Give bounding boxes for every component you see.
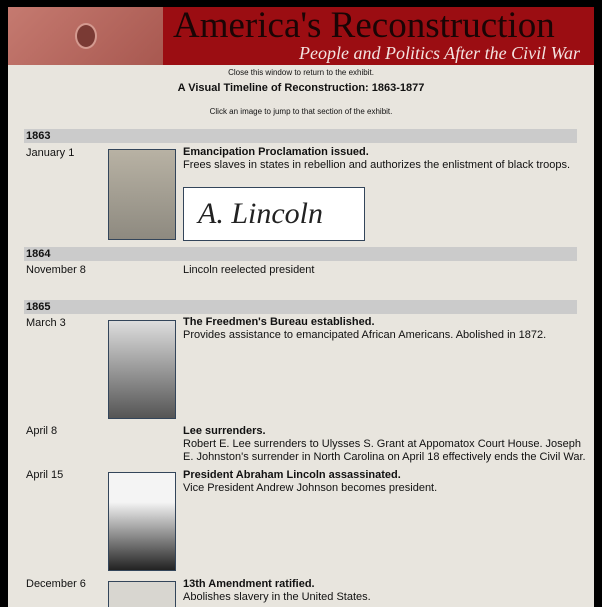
event-date: April 8 xyxy=(26,425,58,437)
thirteenth-amendment-image[interactable] xyxy=(108,581,176,607)
event-title: Emancipation Proclamation issued. xyxy=(183,146,369,158)
emancipation-seal-image xyxy=(8,7,163,65)
event-title: President Abraham Lincoln assassinated. xyxy=(183,469,401,481)
event-desc: Abolishes slavery in the United States. xyxy=(183,591,371,603)
event-desc: Robert E. Lee surrenders to Ulysses S. Grant at Appomatox Court House. Joseph E. Johnston's surrender in North Carolina on April 18 effectively ends the Civil War. xyxy=(183,438,586,463)
event-text xyxy=(183,578,588,604)
event-date: March 3 xyxy=(26,317,66,329)
lincoln-signature-image[interactable]: A. Lincoln xyxy=(183,187,365,241)
event-date: April 15 xyxy=(26,469,64,481)
year-header-1865: 1865 xyxy=(24,300,577,314)
event-text xyxy=(183,264,588,277)
event-title: The Freedmen's Bureau established. xyxy=(183,316,375,328)
banner xyxy=(8,7,594,65)
andrew-johnson-portrait[interactable] xyxy=(108,472,176,571)
event-date: December 6 xyxy=(26,578,86,590)
emancipation-proclamation-image[interactable] xyxy=(108,149,176,240)
event-text xyxy=(183,316,588,342)
year-header-1863: 1863 xyxy=(24,129,577,143)
event-desc: Lincoln reelected president xyxy=(183,264,315,276)
page-heading: A Visual Timeline of Reconstruction: 1863-1877 xyxy=(177,82,425,94)
page xyxy=(8,7,594,607)
event-text xyxy=(183,425,588,464)
site-title: America's Reconstruction xyxy=(173,7,555,46)
instruction-text: Click an image to jump to that section of the exhibit. xyxy=(209,107,393,116)
site-subtitle: People and Politics After the Civil War xyxy=(299,43,580,63)
lincoln-medallion xyxy=(75,23,97,49)
event-text xyxy=(183,469,588,495)
freedmens-bureau-image[interactable] xyxy=(108,320,176,419)
year-header-1864: 1864 xyxy=(24,247,577,261)
event-desc: Vice President Andrew Johnson becomes president. xyxy=(183,482,438,494)
event-desc: Provides assistance to emancipated African Americans. Abolished in 1872. xyxy=(183,329,547,341)
event-date: November 8 xyxy=(26,264,86,276)
event-title: 13th Amendment ratified. xyxy=(183,578,315,590)
event-desc: Frees slaves in states in rebellion and authorizes the enlistment of black troops. xyxy=(183,159,571,171)
close-window-note: Close this window to return to the exhibit. xyxy=(228,68,374,77)
event-text xyxy=(183,146,588,172)
event-title: Lee surrenders. xyxy=(183,425,266,437)
event-date: January 1 xyxy=(26,147,75,159)
